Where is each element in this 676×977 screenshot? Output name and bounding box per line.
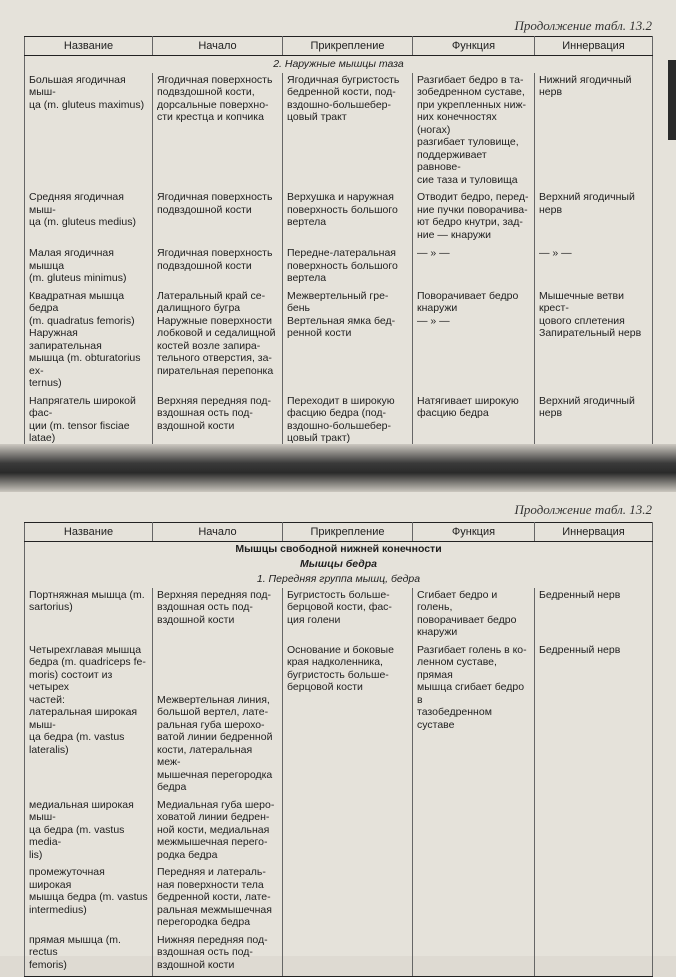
cell-function: Натягивает широкую фасцию бедра (413, 394, 535, 449)
cell-origin: Ягодичная поверхность подвздошной кости, дорсальные поверхно- сти крестца и копчика (153, 73, 283, 191)
header-insertion: Прикрепление (283, 37, 413, 56)
cell-innervation (535, 798, 653, 866)
table-row (25, 190, 653, 246)
cell-insertion: Межвертельный гре- бень Вертельная ямка бед- ренной кости (283, 289, 413, 394)
cell-insertion: Передне-латеральная поверхность большого вертела (283, 246, 413, 289)
header-function: Функция (413, 523, 535, 542)
cell-innervation: Бедренный нерв (535, 588, 653, 643)
continuation-label: Продолжение табл. 13.2 (514, 18, 652, 33)
cell-innervation: Верхний ягодичный нерв (535, 394, 653, 449)
cell-innervation (535, 933, 653, 977)
upper-page (0, 0, 676, 444)
cell-name: Малая ягодичная мышца (m. gluteus minimus) (25, 246, 153, 289)
cell-origin: Медиальная губа шеро- ховатой линии бедрен- ной кости, медиальная межмышечная перего- родка бедра (153, 798, 283, 866)
cell-origin: Ягодичная поверхность подвздошной кости (153, 190, 283, 246)
cell-origin: Верхняя передняя под- вздошная ость под- вздошной кости (153, 394, 283, 449)
header-innervation: Иннервация (535, 37, 653, 56)
table-row (25, 798, 653, 866)
header-insertion: Прикрепление (283, 523, 413, 542)
cell-name: Средняя ягодичная мыш- ца (m. gluteus medius) (25, 190, 153, 246)
cell-origin: Верхняя передняя под- вздошная ость под- вздошной кости (153, 588, 283, 643)
cell-insertion (283, 933, 413, 977)
cell-name: медиальная широкая мыш- ца бедра (m. vastus media- lis) (25, 798, 153, 866)
cell-insertion: Основание и боковые края надколенника, бугристость больше- берцовой кости (283, 643, 413, 798)
cell-name: прямая мышца (m. rectus femoris) (25, 933, 153, 977)
cell-function (413, 865, 535, 933)
table-title: Мышцы свободной нижней конечности (25, 542, 653, 557)
muscle-table-thigh (24, 522, 653, 977)
header-row (25, 523, 653, 542)
book-gutter (0, 444, 676, 492)
header-origin: Начало (153, 37, 283, 56)
cell-origin: Латеральный край се- далищного бугра Наружные поверхности лобковой и седалищной костей возле запира- тельного отверстия, за- пирательная перепонка (153, 289, 283, 394)
header-innervation: Иннервация (535, 523, 653, 542)
cell-insertion (283, 865, 413, 933)
cell-function: Отводит бедро, перед- ние пучки поворачива- ют бедро кнутри, зад- ние — кнаружи (413, 190, 535, 246)
cell-function (413, 933, 535, 977)
cell-name: Портняжная мышца (m. sartorius) (25, 588, 153, 643)
cell-innervation: — » — (535, 246, 653, 289)
cell-name: промежуточная широкая мышца бедра (m. vastus intermedius) (25, 865, 153, 933)
page-edge-mark (668, 60, 676, 140)
cell-name: Квадратная мышца бедра (m. quadratus femoris) Наружная запирательная мышца (m. obturatorius ex- ternus) (25, 289, 153, 394)
cell-function (413, 798, 535, 866)
cell-innervation: Мышечные ветви крест- цового сплетения Запирательный нерв (535, 289, 653, 394)
section-heading: 2. Наружные мышцы таза (25, 56, 653, 73)
cell-name: Напрягатель широкой фас- ции (m. tensor fisciae latae) (25, 394, 153, 449)
header-origin: Начало (153, 523, 283, 542)
table-row (25, 643, 653, 798)
cell-origin: Передняя и латераль- ная поверхности тела бедренной кости, лате- ральная межмышечная перегородка бедра (153, 865, 283, 933)
cell-origin: Межвертельная линия, большой вертел, лате- ральная губа шерохо- ватой линии бедренной кости, латеральная меж- мышечная перегородка бедра (153, 643, 283, 798)
table-row (25, 73, 653, 191)
table-subtitle: Мышцы бедра (25, 557, 653, 572)
cell-function: Разгибает бедро в та- зобедренном суставе, при укрепленных ниж- них конечностях (ногах) разгибает туловище, поддерживает равнове- сие таза и туловища (413, 73, 535, 191)
cell-innervation (535, 865, 653, 933)
cell-insertion: Верхушка и наружная поверхность большого вертела (283, 190, 413, 246)
cell-innervation: Верхний ягодичный нерв (535, 190, 653, 246)
continuation-label: Продолжение табл. 13.2 (514, 502, 652, 517)
cell-insertion: Переходит в широкую фасцию бедра (под- вздошно-большебер- цовый тракт) (283, 394, 413, 449)
lower-page (0, 492, 676, 971)
header-name: Название (25, 523, 153, 542)
cell-insertion: Бугристость больше- берцовой кости, фас- ция голени (283, 588, 413, 643)
cell-function: Поворачивает бедро кнаружи — » — (413, 289, 535, 394)
table-row (25, 588, 653, 643)
header-name: Название (25, 37, 153, 56)
header-function: Функция (413, 37, 535, 56)
table-row (25, 933, 653, 977)
cell-insertion (283, 798, 413, 866)
cell-name: Четырехглавая мышца бедра (m. quadriceps fe- moris) состоит из четырех частей: латеральная широкая мыш- ца бедра (m. vastus lateralis) (25, 643, 153, 798)
cell-insertion: Ягодичная бугристость бедренной кости, под- вздошно-большебер- цовый тракт (283, 73, 413, 191)
table-row (25, 289, 653, 394)
table-row (25, 865, 653, 933)
cell-function: — » — (413, 246, 535, 289)
section-heading: 1. Передняя группа мышц, бедра (25, 571, 653, 588)
table-row (25, 246, 653, 289)
cell-function: Разгибает голень в ко- ленном суставе, прямая мышца сгибает бедро в тазобедренном суставе (413, 643, 535, 798)
cell-innervation: Нижний ягодичный нерв (535, 73, 653, 191)
cell-origin: Ягодичная поверхность подвздошной кости (153, 246, 283, 289)
table-row (25, 394, 653, 449)
cell-innervation: Бедренный нерв (535, 643, 653, 798)
cell-function: Сгибает бедро и голень, поворачивает бедро кнаружи (413, 588, 535, 643)
header-row (25, 37, 653, 56)
cell-name: Большая ягодичная мыш- ца (m. gluteus maximus) (25, 73, 153, 191)
cell-origin: Нижняя передняя под- вздошная ость под- вздошной кости (153, 933, 283, 977)
